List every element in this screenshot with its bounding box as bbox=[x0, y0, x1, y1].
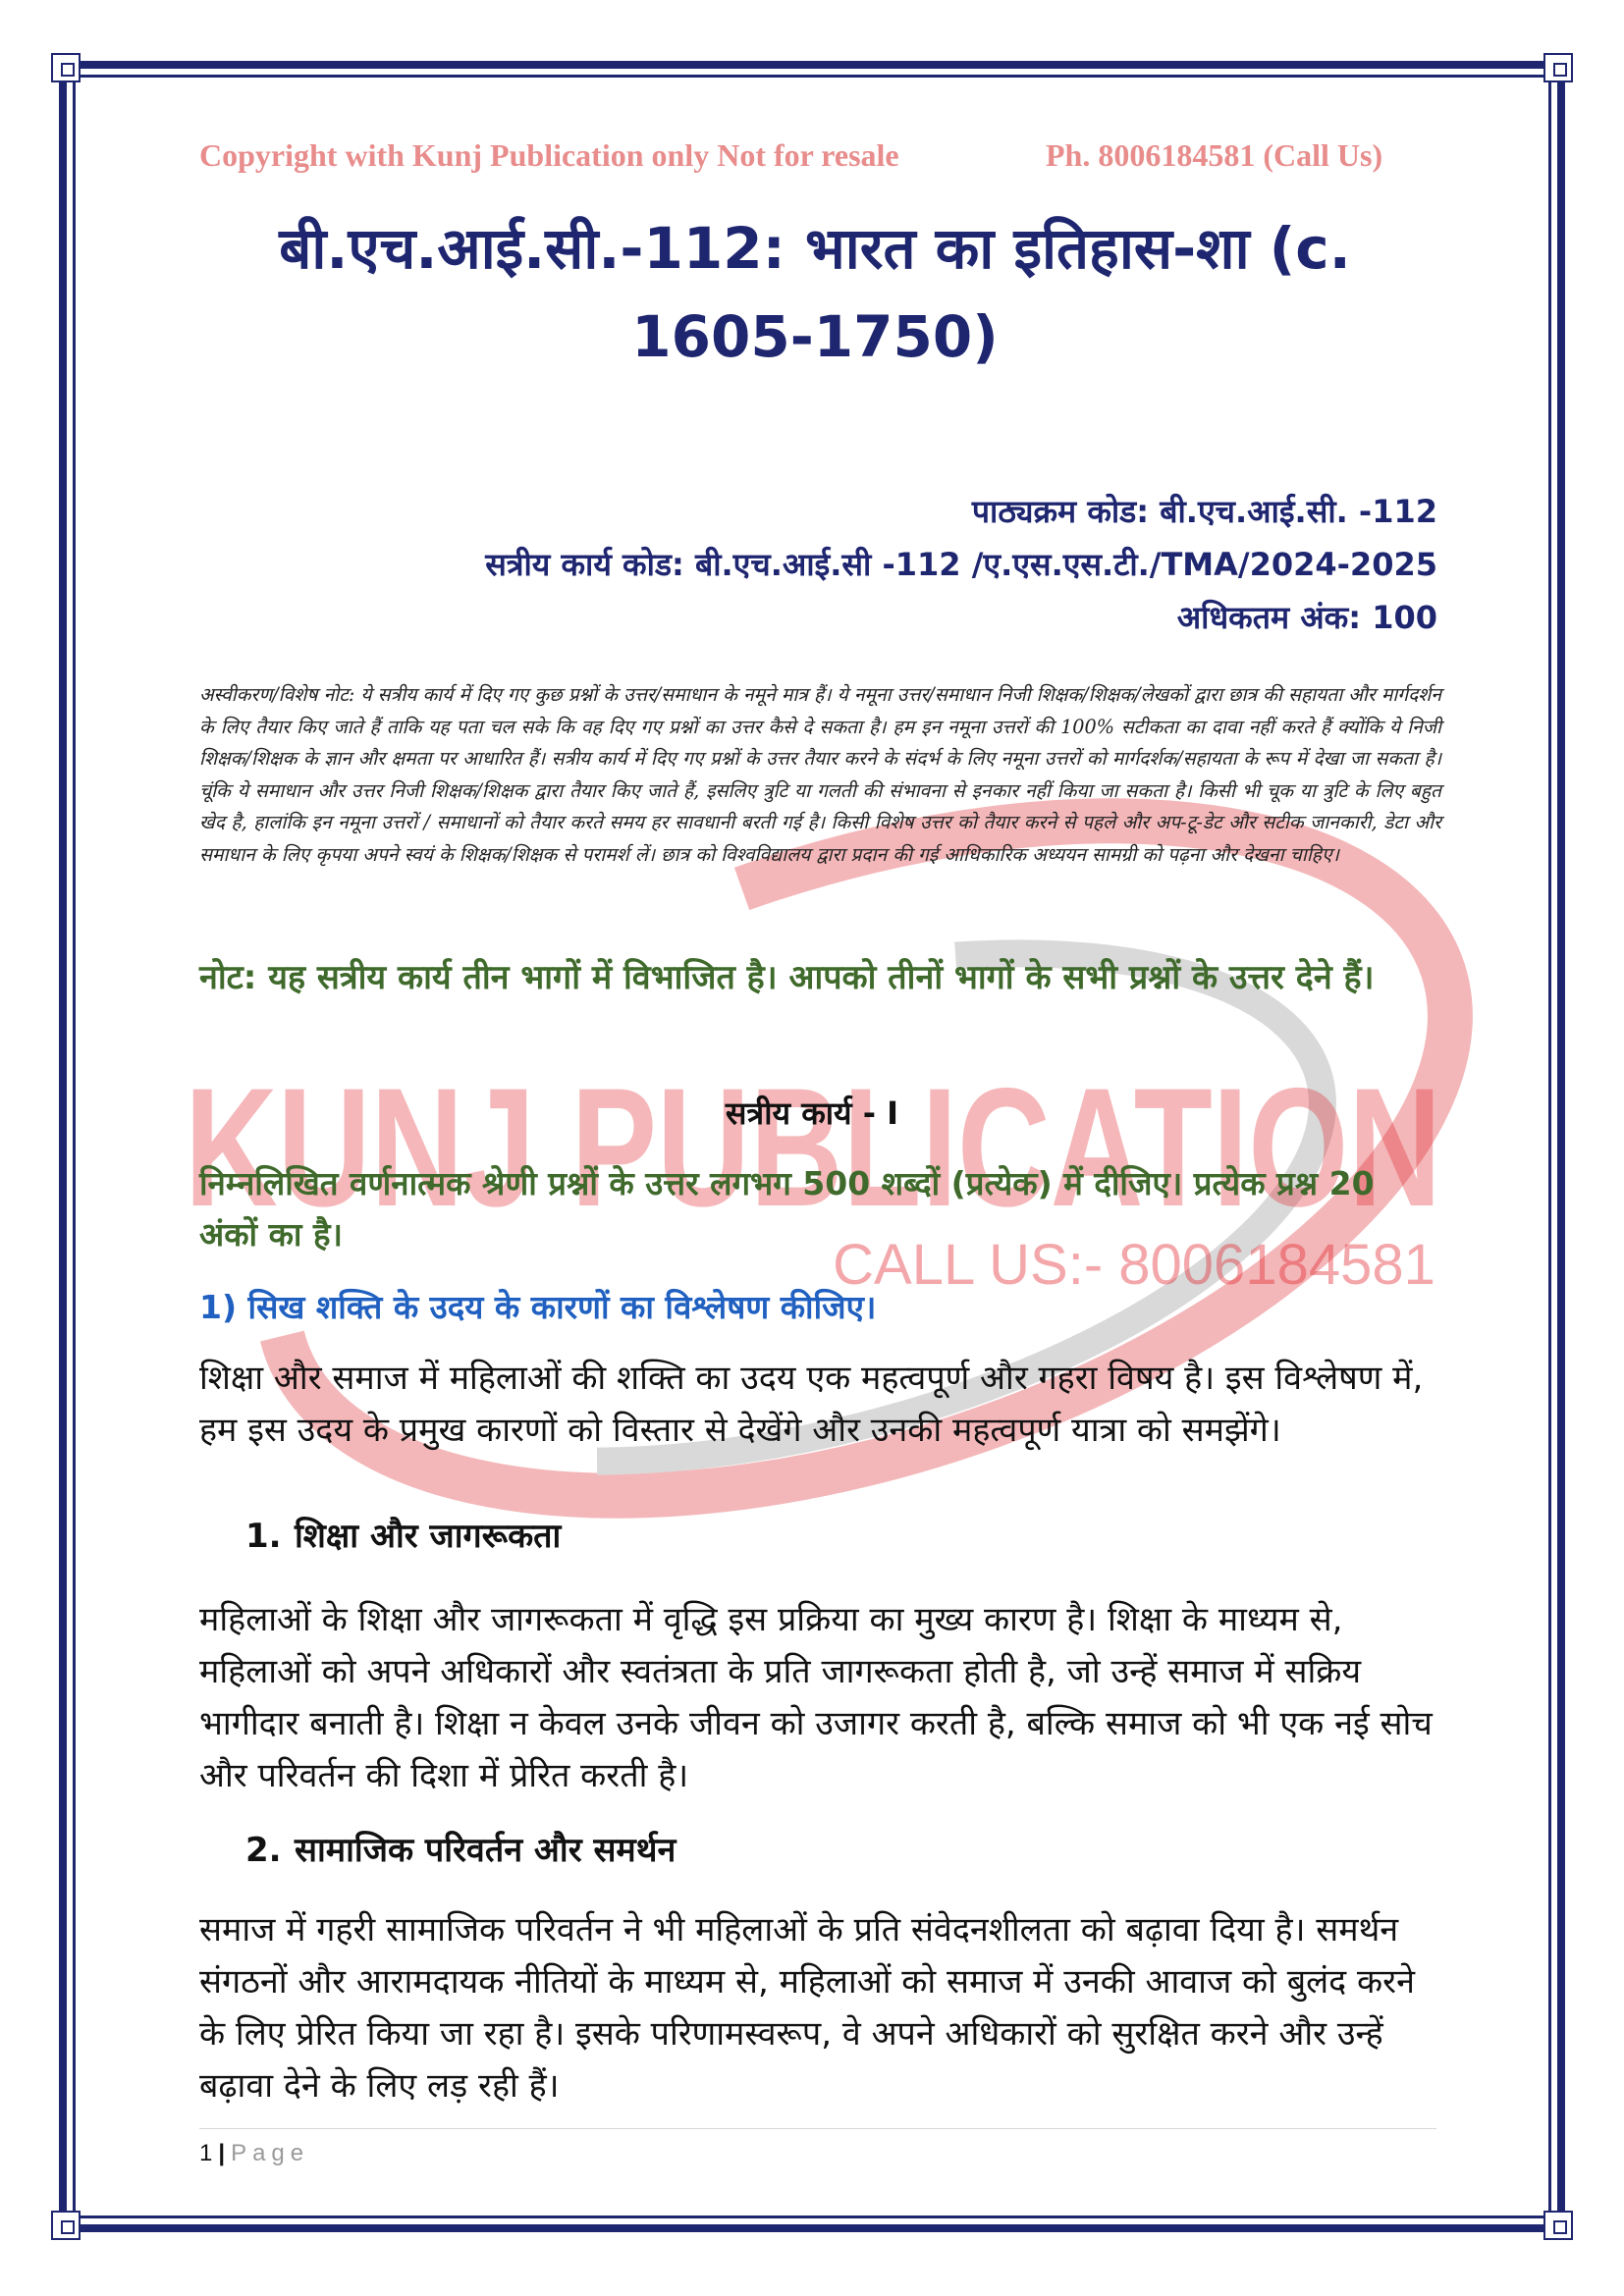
section-heading bbox=[245, 1512, 561, 1557]
assignment-heading: सत्रीय कार्य - I bbox=[725, 1095, 899, 1132]
page-number: 1 bbox=[199, 2140, 213, 2166]
page-label: Page bbox=[231, 2140, 310, 2166]
course-code: पाठ्यक्रम कोड: बी.एच.आई.सी. -112 bbox=[971, 493, 1437, 530]
section-heading bbox=[245, 1826, 676, 1871]
instruction-text: निम्नलिखित वर्णनात्मक श्रेणी प्रश्नों के उत्तर लगभग 500 शब्दों (प्रत्येक) में दीजिए। प्रत्येक प्रश्न 20 अंकों का है। bbox=[199, 1164, 1375, 1254]
copyright-line bbox=[199, 137, 1436, 174]
section-title: सामाजिक परिवर्तन और समर्थन bbox=[295, 1831, 677, 1870]
watermark-call: CALL US:- 8006184581 bbox=[833, 1233, 1435, 1297]
border-corner-bottom-right bbox=[1543, 2211, 1573, 2240]
footer-divider bbox=[199, 2128, 1436, 2129]
title-line-2: 1605-1750) bbox=[631, 303, 999, 370]
assignment-code: सत्रीय कार्य कोड: बी.एच.आई.सी -112 /ए.एस.एस.टी./TMA/2024-2025 bbox=[485, 546, 1437, 583]
assignment-note: नोट: यह सत्रीय कार्य तीन भागों में विभाजित है। आपको तीनों भागों के सभी प्रश्नों के उत्तर देने हैं। bbox=[199, 958, 1375, 997]
title-line-1: बी.एच.आई.सी.-112: भारत का इतिहास-शा (c. bbox=[279, 215, 1351, 282]
section-paragraph: समाज में गहरी सामाजिक परिवर्तन ने भी महिलाओं के प्रति संवेदनशीलता को बढ़ावा दिया है। समर्थन संगठनों और आरामदायक नीतियों के माध्यम से, महिलाओं को समाज में उनकी आवाज को बुलंद करने के लिए प्रेरित किया जा रहा है। इसके परिणामस्वरूप, वे अपने अधिकारों को सुरक्षित करने और उन्हें बढ़ावा देने के लिए लड़ रही हैं। bbox=[199, 1910, 1415, 2106]
max-marks: अधिकतम अंक: 100 bbox=[1176, 599, 1437, 636]
border-corner-top-right bbox=[1543, 53, 1573, 82]
disclaimer-text: अस्वीकरण/विशेष नोट: ये सत्रीय कार्य में दिए गए कुछ प्रश्नों के उत्तर/समाधान के नमूने मात्र हैं। ये नमूना उत्तर/समाधान निजी शिक्षक/शिक्षक/लेखकों द्वारा छात्र की सहायता और मार्गदर्शन के लिए तैयार किए जाते हैं ताकि यह पता चल सके कि वह दिए गए प्रश्नों का उत्तर कैसे दे सकता है। हम इन नमूना उत्तरों की 100% सटीकता का दावा नहीं करते हैं क्योंकि ये निजी शिक्षक/शिक्षक के ज्ञान और क्षमता पर आधारित हैं। सत्रीय कार्य में दिए गए प्रश्नों के उत्तर तैयार करने के संदर्भ के लिए नमूना उत्तरों को मार्गदर्शक/सहायता के रूप में देखा जा सकता है। चूंकि ये समाधान और उत्तर निजी शिक्षक/शिक्षक द्वारा तैयार किए जाते हैं, इसलिए त्रुटि या गलती की संभावना से इनकार नहीं किया जा सकता है। किसी भी चूक या त्रुटि के लिए बहुत खेद है, हालांकि इन नमूना उत्तरों / समाधानों को तैयार करते समय हर सावधानी बरती गई है। किसी विशेष उत्तर को तैयार करने से पहले और अप-टू-डेट और सटीक जानकारी, डेटा और समाधान के लिए कृपया अपने स्वयं के शिक्षक/शिक्षक से परामर्श लें। छात्र को विश्वविद्यालय द्वारा प्रदान की गई आधिकारिक अध्ययन सामग्री को पढ़ना और देखना चाहिए। bbox=[199, 683, 1441, 866]
section-paragraph: महिलाओं के शिक्षा और जागरूकता में वृद्धि इस प्रक्रिया का मुख्य कारण है। शिक्षा के माध्यम से, महिलाओं को अपने अधिकारों और स्वतंत्रता के प्रति जागरूकता होती है, जो उन्हें समाज में सक्रिय भागीदार बनाती है। शिक्षा न केवल उनके जीवन को उजागर करती है, बल्कि समाज को भी एक नई सोच और परिवर्तन की दिशा में प्रेरित करती है। bbox=[199, 1600, 1433, 1795]
copyright-text: Copyright with Kunj Publication only Not for resale bbox=[199, 137, 899, 173]
border-corner-bottom-left bbox=[51, 2211, 81, 2240]
course-codes bbox=[485, 485, 1437, 644]
page-border-inner bbox=[73, 75, 1551, 2218]
section-title: शिक्षा और जागरूकता bbox=[295, 1517, 562, 1556]
section-number: 2. bbox=[245, 1831, 282, 1870]
phone-number: Ph. 8006184581 (Call Us) bbox=[1046, 137, 1383, 173]
question-heading: 1) सिख शक्ति के उदय के कारणों का विश्लेषण कीजिए। bbox=[199, 1288, 877, 1326]
border-corner-top-left bbox=[51, 53, 81, 82]
section-number: 1. bbox=[245, 1517, 282, 1556]
intro-paragraph: शिक्षा और समाज में महिलाओं की शक्ति का उदय एक महत्वपूर्ण और गहरा विषय है। इस विश्लेषण में, हम इस उदय के प्रमुख कारणों को विस्तार से देखेंगे और उनकी महत्वपूर्ण यात्रा को समझेंगे। bbox=[199, 1359, 1424, 1450]
footer-separator: | bbox=[218, 2140, 226, 2166]
document-title bbox=[206, 204, 1424, 381]
watermark-brand: KUNJ PUBLICATION bbox=[185, 1053, 1441, 1242]
page-footer bbox=[199, 2140, 309, 2167]
